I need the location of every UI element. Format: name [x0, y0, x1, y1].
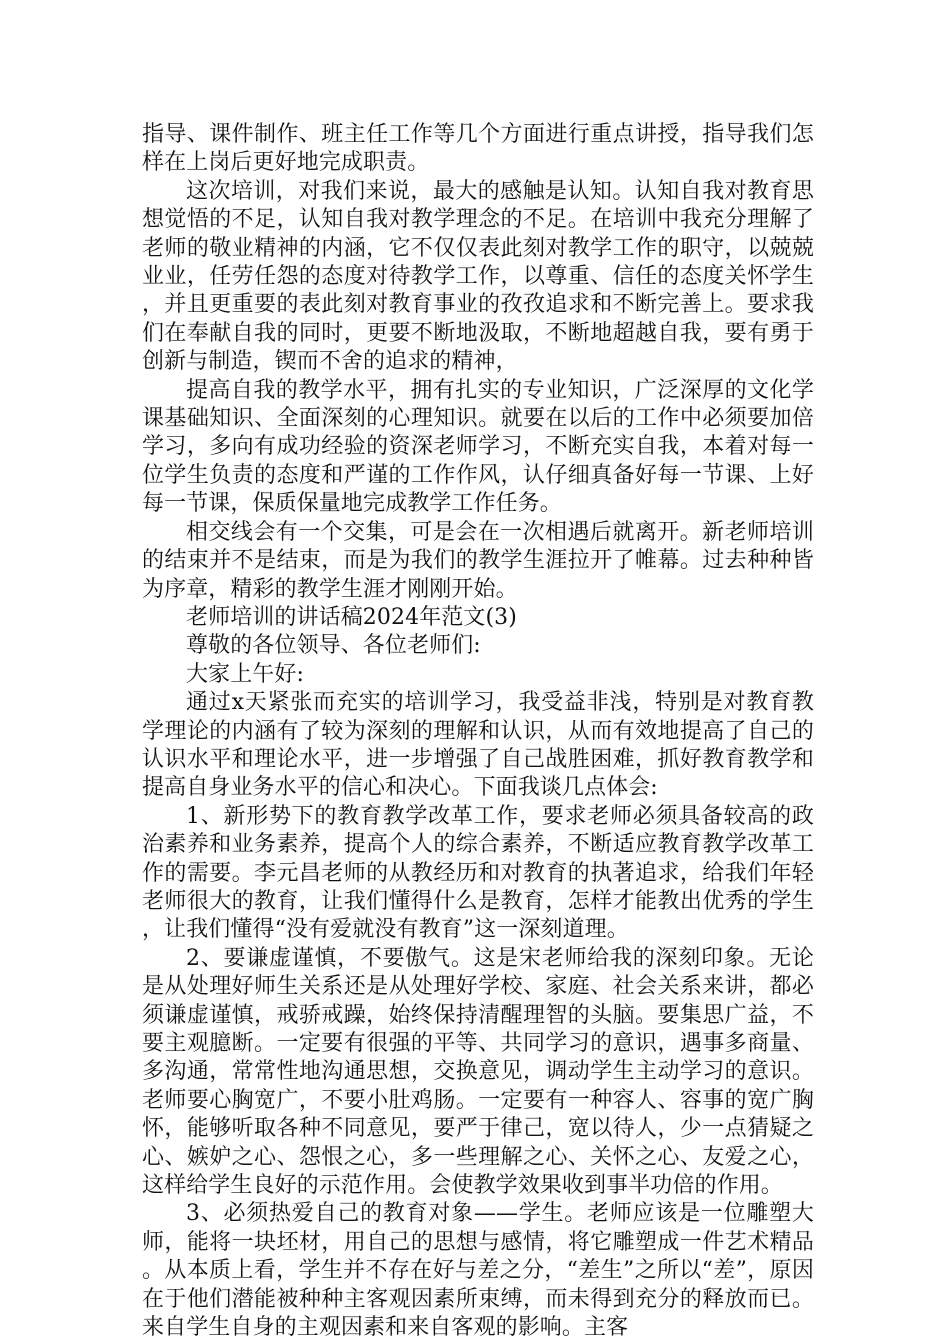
paragraph-3: 提高自我的教学水平，拥有扎实的专业知识，广泛深厚的文化学课基础知识、全面深刻的心理知识。就要在以后的工作中必须要加倍学习，多向有成功经验的资深老师学习，不断充实自我，本着对每一位学生负责的态度和严谨的工作作风，认仔细真备好每一节课、上好每一节课，保质保量地完成教学工作任务。	[142, 377, 814, 517]
paragraph-intro: 通过x天紧张而充实的培训学习，我受益非浅，特别是对教育教学理论的内涵有了较为深刻的理解和认识，从而有效地提高了自己的认识水平和理论水平，进一步增强了自己战胜困难，抓好教育教学和提高自身业务水平的信心和决心。下面我谈几点体会:	[142, 690, 814, 801]
paragraph-1: 指导、课件制作、班主任工作等几个方面进行重点讲授，指导我们怎样在上岗后更好地完成职责。	[142, 122, 814, 176]
paragraph-2: 这次培训，对我们来说，最大的感触是认知。认知自我对教育思想觉悟的不足，认知自我对教学理念的不足。在培训中我充分理解了老师的敬业精神的内涵，它不仅仅表此刻对教学工作的职守，以兢兢业业，任劳任怨的态度对待教学工作，以尊重、信任的态度关怀学生，并且更重要的表此刻对教育事业的孜孜追求和不断完善上。要求我们在奉献自我的同时，更要不断地汲取，不断地超越自我，要有勇于创新与制造，锲而不舍的追求的精神，	[142, 178, 814, 375]
salutation: 尊敬的各位领导、各位老师们:	[186, 633, 481, 659]
section-title: 老师培训的讲话稿2024年范文(3)	[186, 604, 517, 630]
paragraph-4: 相交线会有一个交集，可是会在一次相遇后就离开。新老师培训的结束并不是结束，而是为我们的教学生涯拉开了帷幕。过去种种皆为序章，精彩的教学生涯才刚刚开始。	[142, 519, 814, 602]
paragraph-point-1: 1、新形势下的教育教学改革工作，要求老师必须具备较高的政治素养和业务素养，提高个人的综合素养，不断适应教育教学改革工作的需要。李元昌老师的从教经历和对教育的执著追求，给我们年轻老师很大的教育，让我们懂得什么是教育，怎样才能教出优秀的学生，让我们懂得“没有爱就没有教育”这一深刻道理。	[142, 803, 814, 943]
greeting: 大家上午好:	[186, 661, 305, 687]
paragraph-point-3: 3、必须热爱自己的教育对象——学生。老师应该是一位雕塑大师，能将一块坯材，用自己的思想与感情，将它雕塑成一件艺术精品。从本质上看，学生并不存在好与差之分，“差生”之所以“差”，原因在于他们潜能被种种主客观因素所束缚，而未得到充分的释放而已。来自学生自身的主观因素和来自客观的影响。主客	[142, 1201, 814, 1341]
paragraph-point-2: 2、要谦虚谨慎，不要傲气。这是宋老师给我的深刻印象。无论是从处理好师生关系还是从处理好学校、家庭、社会关系来讲，都必须谦虚谨慎，戒骄戒躁，始终保持清醒理智的头脑。要集思广益，不要主观臆断。一定要有很强的平等、共同学习的意识，遇事多商量、多沟通，常常性地沟通思想，交换意见，调动学生主动学习的意识。老师要心胸宽广，不要小肚鸡肠。一定要有一种容人、容事的宽广胸怀，能够听取各种不同意见，要严于律己，宽以待人，少一点猜疑之心、嫉妒之心、怨恨之心，多一些理解之心、关怀之心、友爱之心，这样给学生良好的示范作用。会使教学效果收到事半功倍的作用。	[142, 945, 814, 1199]
document-body	[142, 121, 814, 1342]
